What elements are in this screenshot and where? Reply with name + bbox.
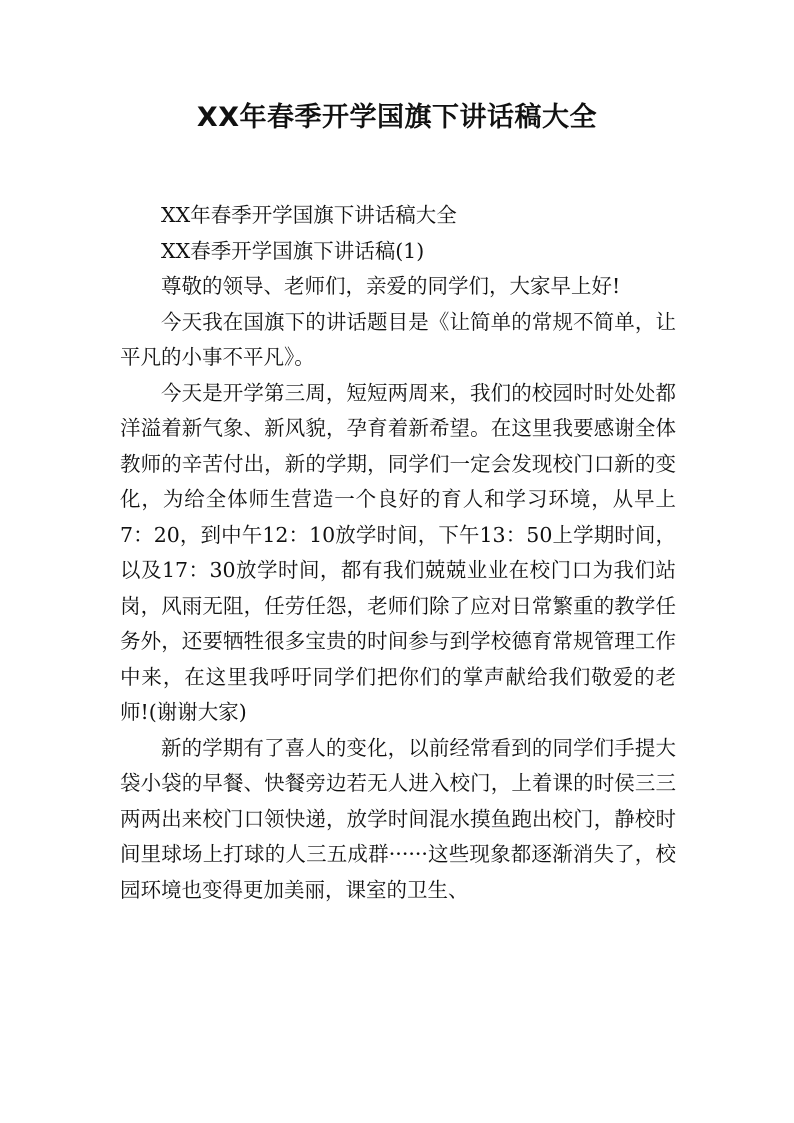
document-body [120,198,676,908]
paragraph: 今天是开学第三周，短短两周来，我们的校园时时处处都洋溢着新气象、新风貌，孕育着新希望。在这里我要感谢全体教师的辛苦付出，新的学期，同学们一定会发现校门口新的变化，为给全体师生营造一个良好的育人和学习环境，从早上7：20，到中午12：10放学时间，下午13：50上学期时间，以及17：30放学时间，都有我们兢兢业业在校门口为我们站岗，风雨无阻，任劳任怨，老师们除了应对日常繁重的教学任务外，还要牺牲很多宝贵的时间参与到学校德育常规管理工作中来，在这里我呼吁同学们把你们的掌声献给我们敬爱的老师!(谢谢大家) [120,380,676,724]
paragraph: 尊敬的领导、老师们，亲爱的同学们，大家早上好! [161,274,621,298]
paragraph: 新的学期有了喜人的变化，以前经常看到的同学们手提大袋小袋的早餐、快餐旁边若无人进入校门，上着课的时侯三三两两出来校门口领快递，放学时间混水摸鱼跑出校门，静校时间里球场上打球的人三五成群······这些现象都逐渐消失了，校园环境也变得更加美丽，课室的卫生、 [120,735,676,902]
document-title: XX年春季开学国旗下讲话稿大全 [196,102,598,133]
paragraph: XX春季开学国旗下讲话稿(1) [161,238,425,263]
paragraph: XX年春季开学国旗下讲话稿大全 [161,203,457,227]
paragraph: 今天我在国旗下的讲话题目是《让简单的常规不简单，让平凡的小事不平凡》。 [120,309,676,369]
